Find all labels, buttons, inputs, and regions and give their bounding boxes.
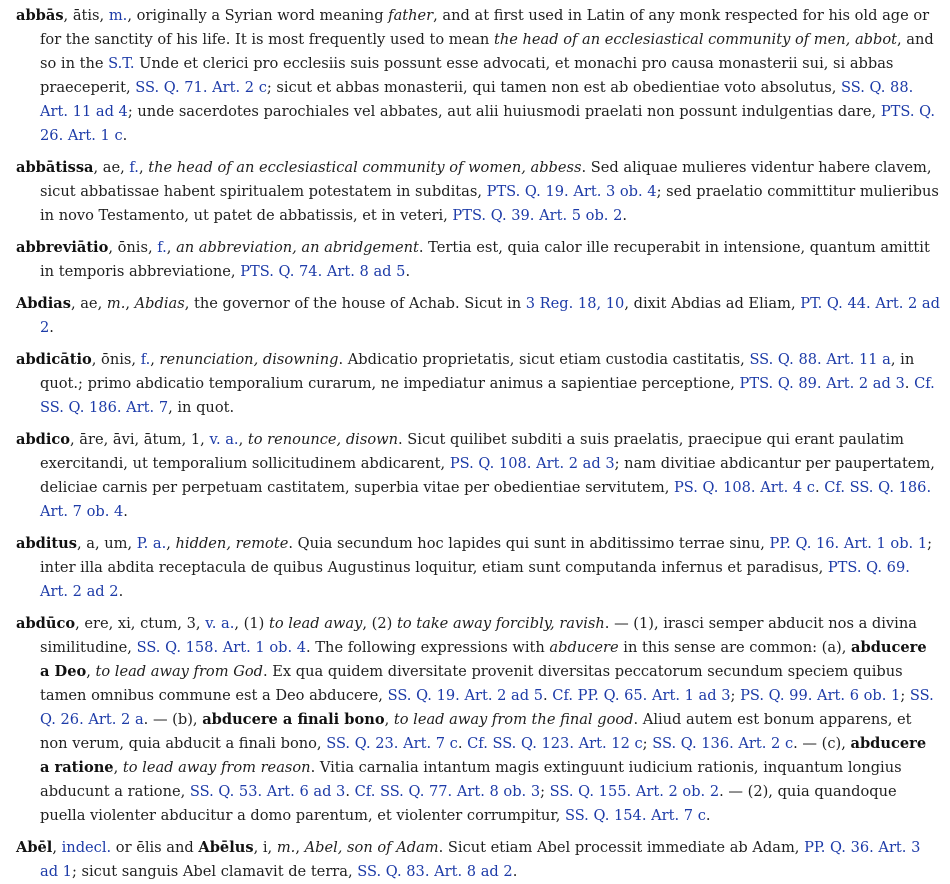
entry-text: . — [543, 687, 553, 704]
reference-link[interactable]: SS. Q. 158. — [136, 639, 219, 656]
reference-link[interactable]: SS. Q. 53. — [189, 783, 263, 800]
reference-link[interactable]: Art. 8 ad 2 — [434, 863, 513, 880]
italic-gloss: an abbreviation, an abridgement — [176, 239, 419, 256]
reference-link[interactable]: Art. 3 ad 1 — [40, 839, 921, 880]
reference-link[interactable]: Art. 6 ob. 1 — [817, 687, 901, 704]
entry-text: . — [457, 735, 468, 752]
reference-link[interactable]: SS. Q. 88. — [841, 79, 914, 96]
reference-link[interactable]: Art. 8 ad 5 — [326, 263, 406, 280]
entry-text: ; sicut et abbas monasterii, qui tamen non est ab obedientiae voto absolutus, — [266, 79, 842, 96]
reference-link[interactable]: f. — [129, 159, 139, 176]
reference-link[interactable]: Art. 1 ob. 1 — [843, 535, 928, 552]
reference-link[interactable]: f. — [157, 239, 167, 256]
reference-link[interactable]: Art. 7 — [126, 399, 169, 416]
reference-link[interactable]: Cf. SS. Q. 123. — [467, 735, 574, 752]
entry-text: . Quia secundum hoc lapides qui sunt in abditissimo terrae sinu, — [288, 535, 770, 552]
italic-gloss: hidden, remote — [175, 535, 289, 552]
reference-link[interactable]: PTS. Q. 74. — [240, 263, 323, 280]
entry-text: . — [122, 127, 128, 144]
reference-link[interactable]: S.T. — [108, 55, 135, 72]
reference-link[interactable]: Art. 2 ad 3 — [536, 455, 615, 472]
italic-gloss: Abdias — [134, 295, 185, 312]
entry-text: . Sicut etiam Abel processit immediate ab Adam, — [438, 839, 805, 856]
reference-link[interactable]: PTS. Q. 19. — [486, 183, 569, 200]
italic-gloss: renunciation, disowning — [159, 351, 339, 368]
entry-text: , and at first used in Latin of any monk respected for his old age or for the sanctity of his life. It is most frequently used to mean — [40, 7, 930, 48]
headword: Abēl — [16, 839, 53, 856]
reference-link[interactable]: Art. 8 ob. 3 — [456, 783, 541, 800]
entry-text: , — [295, 839, 305, 856]
reference-link[interactable]: Art. 2 ad 3 — [826, 375, 905, 392]
reference-link[interactable]: PP. Q. 36. — [804, 839, 874, 856]
reference-link[interactable]: 3 Reg. 18, 10 — [525, 295, 625, 312]
headword: abdicātio — [16, 351, 92, 368]
reference-link[interactable]: SS. Q. 19. — [387, 687, 460, 704]
entry-text: , — [138, 159, 149, 176]
entry-abbreviatio — [16, 236, 940, 284]
entry-text: , a, um, — [76, 535, 137, 552]
reference-link[interactable]: SS. Q. 83. — [357, 863, 430, 880]
italic-gloss: to lead away from reason — [122, 759, 311, 776]
headword: abbās — [16, 7, 64, 24]
reference-link[interactable]: PP. Q. 16. — [769, 535, 840, 552]
entry-text: ; — [540, 783, 550, 800]
entry-text: , ōnis, — [91, 351, 141, 368]
reference-link[interactable]: indecl. — [61, 839, 112, 856]
reference-link[interactable]: Art. 1 ad 3 — [651, 687, 731, 704]
reference-link[interactable]: Art. 2 ad 2 — [40, 295, 940, 336]
entry-text: . — [705, 807, 711, 824]
reference-link[interactable]: v. a. — [205, 615, 235, 632]
entry-text: ; sed praelatio committitur mulieribus in novo Testamento, ut patet de abbatissis, et in veteri, — [40, 183, 939, 224]
reference-link[interactable]: PTS. Q. 26. — [40, 103, 935, 144]
italic-gloss: the head of an ecclesiastical community of women, abbess — [148, 159, 582, 176]
entry-text: . — [512, 863, 518, 880]
reference-link[interactable]: PS. Q. 99. — [740, 687, 813, 704]
entry-text: , ae, — [93, 159, 130, 176]
entry-text: ; unde sacerdotes parochiales vel abbates, aut alii huiusmodi praelati non possunt indulgentias dare, — [127, 103, 881, 120]
reference-link[interactable]: PS. Q. 108. — [449, 455, 532, 472]
entry-abbas — [16, 4, 940, 148]
reference-link[interactable]: f. — [140, 351, 151, 368]
reference-link[interactable]: PT. Q. 44. — [800, 295, 871, 312]
entry-text: , (1) — [234, 615, 269, 632]
reference-link[interactable]: Art. 3 ob. 4 — [573, 183, 657, 200]
italic-gloss: father — [388, 7, 434, 24]
entry-text: . Abdicatio proprietatis, sicut etiam custodia castitatis, — [338, 351, 750, 368]
bold-phrase: abducere a ratione — [40, 735, 927, 776]
entry-text: . Vitia carnalia intantum magis extinguunt iudicium rationis, inquantum longius abducunt a ratione, — [40, 759, 902, 800]
reference-link[interactable]: Cf. SS. Q. 186. — [824, 479, 932, 496]
entry-abditus — [16, 532, 940, 604]
italic-gloss: to lead away — [268, 615, 363, 632]
entry-text: ; inter illa abdita receptacula de quibus Augustinus loquitur, etiam sunt computanda infernus et paradisus, — [40, 535, 933, 576]
reference-link[interactable]: Art. 2 ob. 2 — [635, 783, 720, 800]
italic-gloss: to take away forcibly, ravish — [396, 615, 605, 632]
reference-link[interactable]: m. — [108, 7, 128, 24]
reference-link[interactable]: Art. 2 ad 2 — [40, 583, 119, 600]
italic-gloss: to renounce, disown — [247, 431, 399, 448]
entry-abdias — [16, 292, 940, 340]
entry-text: . — [814, 479, 825, 496]
italic-gloss: the head of an ecclesiastical community of men, abbot — [493, 31, 897, 48]
reference-link[interactable]: Art. 2 c — [212, 79, 267, 96]
reference-link[interactable]: Art. 7 c — [651, 807, 706, 824]
reference-link[interactable]: SS. Q. 23. — [326, 735, 399, 752]
entry-text: , — [150, 351, 160, 368]
entry-text: , ae, — [70, 295, 107, 312]
entry-text: or ēlis and — [111, 839, 199, 856]
headword: abditus — [16, 535, 77, 552]
entry-text: , dixit Abdias ad Eliam, — [624, 295, 801, 312]
entry-text: . — [622, 207, 628, 224]
entry-text: . — (b), — [143, 711, 203, 728]
entry-text: ; — [642, 735, 653, 752]
reference-link[interactable]: SS. Q. 26. — [40, 687, 934, 728]
headword: Abēlus — [198, 839, 254, 856]
reference-link[interactable]: v. a. — [209, 431, 239, 448]
headword: Abdias — [16, 295, 71, 312]
entry-text: , ere, xi, ctum, 3, — [75, 615, 206, 632]
entry-text: , originally a Syrian word meaning — [127, 7, 389, 24]
entry-text: , āre, āvi, ātum, 1, — [70, 431, 210, 448]
reference-link[interactable]: Cf. SS. Q. 186. — [40, 375, 935, 416]
reference-link[interactable]: SS. Q. 136. — [652, 735, 734, 752]
reference-link[interactable]: Art. 2 ad 5 — [464, 687, 544, 704]
entry-text: , ātis, — [63, 7, 109, 24]
entry-text: , — [166, 239, 177, 256]
reference-link[interactable]: Cf. SS. Q. 77. — [354, 783, 453, 800]
entry-text: . Sicut quilibet subditi a suis praelatis, praecipue qui erant paulatim exercitandi, ut temporalium sollicitudinem abdicarent, — [40, 431, 904, 472]
entry-text: , the governor of the house of Achab. Sicut in — [184, 295, 526, 312]
reference-link[interactable]: Art. 1 ob. 4 — [222, 639, 307, 656]
entry-text: , — [125, 295, 135, 312]
headword: abdūco — [16, 615, 76, 632]
reference-link[interactable]: Art. 1 c — [67, 127, 123, 144]
reference-link[interactable]: Art. 11 ad 4 — [40, 103, 128, 120]
entry-text: . — (2), quia quandoque puella violenter abducitur a domo parentum, et violenter corrumpitur, — [40, 783, 897, 824]
entry-text: . Tertia est, quia calor ille recuperabit in intensione, quantum amittit in temporis abbreviatione, — [40, 239, 930, 280]
reference-link[interactable]: SS. Q. 71. — [135, 79, 208, 96]
reference-link[interactable]: Art. 4 c — [760, 479, 815, 496]
entry-text: , — [52, 839, 62, 856]
reference-link[interactable]: PTS. Q. 69. — [827, 559, 910, 576]
reference-link[interactable]: PS. Q. 108. — [673, 479, 756, 496]
entry-text: , and so in the — [40, 31, 934, 72]
entry-abduco — [16, 612, 940, 828]
headword: abdico — [16, 431, 71, 448]
reference-link[interactable]: Art. 7 ob. 4 — [40, 503, 124, 520]
italic-gloss: abducere — [549, 639, 619, 656]
entry-text: . — [405, 263, 411, 280]
entry-text: . Sed aliquae mulieres videntur habere clavem, sicut abbatissae habent spiritualem potestatem in subditas, — [40, 159, 932, 200]
italic-gloss: m. — [106, 295, 126, 312]
reference-link[interactable]: SS. Q. 88. — [749, 351, 822, 368]
reference-link[interactable]: Art. 2 c — [738, 735, 794, 752]
entry-text: , in quot. — [168, 399, 235, 416]
entry-text: . — [345, 783, 355, 800]
entry-text: , i, — [253, 839, 277, 856]
reference-link[interactable]: SS. Q. 155. — [549, 783, 632, 800]
reference-link[interactable]: Cf. PP. Q. 65. — [552, 687, 648, 704]
entry-text: . — [123, 503, 128, 520]
reference-link[interactable]: Art. 5 ob. 2 — [539, 207, 623, 224]
entry-abdicatio — [16, 348, 940, 420]
entry-text: ; — [730, 687, 741, 704]
entry-text: . — (c), — [793, 735, 851, 752]
entry-text: . Aliud autem est bonum apparens, et non verum, quia abducit a finali bono, — [40, 711, 912, 752]
headword: abbreviātio — [16, 239, 109, 256]
entry-text: , ōnis, — [108, 239, 158, 256]
reference-link[interactable]: Art. 6 ad 3 — [266, 783, 346, 800]
reference-link[interactable]: SS. Q. 154. — [564, 807, 647, 824]
entry-text: . The following expressions with — [306, 639, 550, 656]
entry-text: , — [113, 759, 123, 776]
reference-link[interactable]: PTS. Q. 89. — [739, 375, 822, 392]
entry-text: . — [118, 583, 124, 600]
entry-abel — [16, 836, 940, 884]
italic-gloss: to lead away from God — [95, 663, 263, 680]
entry-abdico — [16, 428, 940, 524]
headword: abbātissa — [16, 159, 94, 176]
entry-text: in this sense are common: (a), — [618, 639, 852, 656]
reference-link[interactable]: PTS. Q. 39. — [452, 207, 535, 224]
entry-text: . Ex qua quidem diversitate provenit diversitas peccatorum secundum speciem quibus tamen omnibus commune est a Deo abducere, — [40, 663, 903, 704]
entry-text: , — [238, 431, 248, 448]
entry-text: , — [166, 535, 176, 552]
italic-gloss: to lead away from the final good — [393, 711, 634, 728]
entry-text: . — [49, 319, 54, 336]
reference-link[interactable]: Art. 12 c — [578, 735, 643, 752]
entry-text: Unde et clerici pro ecclesiis suis possunt esse advocati, et monachi pro causa monasterii sui, si abbas praeceperit, — [40, 55, 894, 96]
reference-link[interactable]: P. a. — [136, 535, 167, 552]
entry-text: . — [904, 375, 915, 392]
entry-text: , — [86, 663, 96, 680]
reference-link[interactable]: Art. 2 a — [88, 711, 144, 728]
entry-text: ; nam divitiae abdicantur per paupertatem, deliciae carnis per perpetuam castitatem, superbia vitae per obedientiae servitutem, — [40, 455, 935, 496]
entry-text: , — [384, 711, 394, 728]
entry-text: , in quot.; primo abdicatio temporalium curarum, ne impediatur animus a sapientiae perceptione, — [40, 351, 915, 392]
italic-gloss: Abel, son of Adam — [304, 839, 439, 856]
entry-text: ; — [900, 687, 910, 704]
bold-phrase: abducere a Deo — [40, 639, 927, 680]
reference-link[interactable]: Art. 7 c — [403, 735, 458, 752]
entry-text: ; sicut sanguis Abel clamavit de terra, — [71, 863, 358, 880]
entry-text: , (2) — [362, 615, 397, 632]
bold-phrase: abducere a finali bono — [202, 711, 385, 728]
reference-link[interactable]: Art. 11 a — [826, 351, 891, 368]
italic-gloss: m. — [276, 839, 296, 856]
entry-abbatissa — [16, 156, 940, 228]
entry-text: . — (1), irasci semper abducit nos a divina similitudine, — [40, 615, 917, 656]
